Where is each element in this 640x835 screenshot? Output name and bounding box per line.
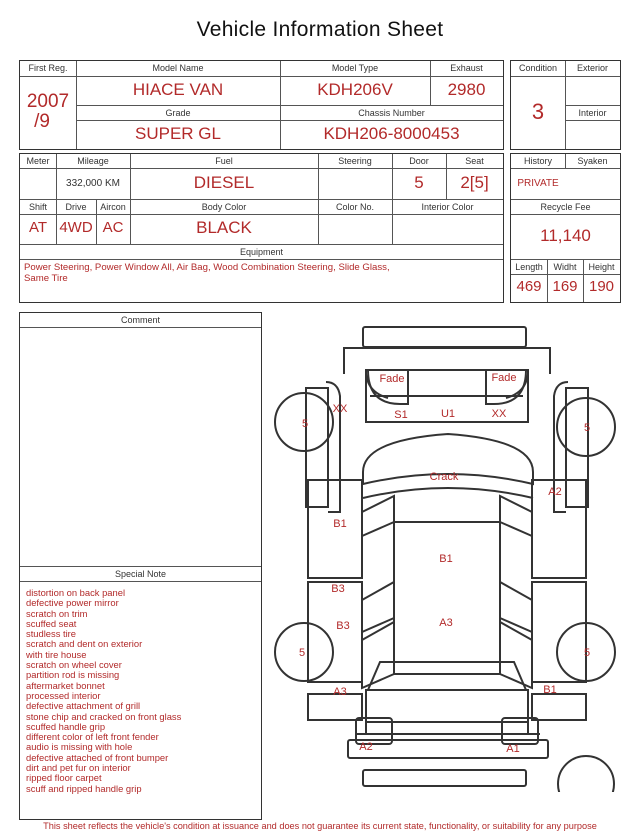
- special-note-item: defective power mirror: [26, 597, 119, 609]
- interior-color-label: Interior Color: [421, 202, 474, 212]
- history-box: [510, 153, 621, 303]
- meter-label: Meter: [26, 156, 50, 166]
- mileage-value: 332,000 KM: [66, 178, 120, 189]
- special-note-item: with tire house: [26, 648, 87, 660]
- disclaimer-footer: This sheet reflects the vehicle's condition at issuance and does not guarantee its current state, functionality, or suitability for any purpose: [43, 821, 597, 831]
- height-value: 190: [588, 278, 615, 295]
- mark-a3-center: A3: [439, 617, 453, 629]
- interior-label: Interior: [578, 108, 607, 118]
- grade-value: SUPER GL: [135, 124, 221, 143]
- drive-value: 4WD: [59, 219, 93, 236]
- special-notes-list: [26, 588, 181, 794]
- length-value: 469: [516, 278, 542, 295]
- special-note-label: Special Note: [114, 569, 167, 579]
- right-rear-panel: [532, 582, 586, 682]
- mark-tire-rl: 5: [298, 647, 306, 659]
- first-reg-label: First Reg.: [28, 63, 68, 73]
- mark-a2-bottom: A2: [359, 741, 373, 753]
- seat-value: 2[5]: [460, 173, 489, 192]
- mark-b1-left: B1: [333, 518, 347, 530]
- aircon-label: Aircon: [100, 202, 126, 212]
- length-label: Length: [515, 262, 543, 272]
- mark-tire-fl: 5: [301, 418, 309, 430]
- door-value: 5: [414, 173, 424, 192]
- specs-box: [19, 153, 504, 303]
- model-name-value: HIACE VAN: [132, 80, 224, 99]
- special-note-item: scratch on trim: [26, 607, 88, 619]
- exhaust-value: 2980: [447, 80, 486, 99]
- special-note-item: studless tire: [26, 628, 77, 640]
- mark-a2-right: A2: [548, 486, 562, 498]
- model-type-value: KDH206V: [317, 80, 393, 99]
- rear-plate-shape: [363, 770, 526, 786]
- mark-u1: U1: [440, 408, 456, 420]
- equipment-line-1: Power Steering, Power Window All, Air Bag, Wood Combination Steering, Slide Glass,: [24, 262, 390, 273]
- aircon-value: AC: [102, 219, 124, 236]
- equipment-line-2: Same Tire: [24, 273, 68, 284]
- history-label: History: [523, 156, 552, 166]
- special-note-item: processed interior: [26, 689, 101, 701]
- exterior-label: Exterior: [576, 63, 608, 73]
- fuel-label: Fuel: [215, 156, 233, 166]
- special-note-item: ripped floor carpet: [26, 772, 102, 784]
- mark-b1-right: B1: [543, 684, 557, 696]
- condition-label: Condition: [518, 63, 558, 73]
- page-title: Vehicle Information Sheet: [196, 18, 444, 41]
- right-front-door-shape: [566, 388, 591, 507]
- left-rear-panel: [308, 582, 362, 682]
- model-info-box: [19, 60, 504, 150]
- first-reg-month: /9: [34, 111, 50, 132]
- spare-tire-shape: [558, 756, 614, 792]
- mark-a1-bottom: A1: [506, 743, 520, 755]
- grade-label: Grade: [165, 108, 191, 118]
- model-name-label: Model Name: [152, 63, 204, 73]
- recycle-fee-value: 11,140: [540, 226, 591, 245]
- mark-tire-fr: 5: [583, 422, 591, 434]
- steering-label: Steering: [338, 156, 372, 166]
- special-note-item: aftermarket bonnet: [26, 679, 105, 691]
- width-label: Widht: [553, 262, 577, 272]
- mark-xx-left: XX: [332, 403, 348, 415]
- mileage-label: Mileage: [77, 156, 109, 166]
- condition-box: [510, 60, 621, 150]
- exhaust-label: Exhaust: [450, 63, 483, 73]
- special-note-item: different color of left front fender: [26, 731, 159, 743]
- syaken-label: Syaken: [577, 156, 608, 166]
- mark-b1-center: B1: [439, 553, 453, 565]
- special-note-item: stone chip and cracked on front glass: [26, 710, 182, 722]
- first-reg-year: 2007: [26, 91, 70, 112]
- mark-crack: Crack: [429, 471, 459, 483]
- height-label: Height: [588, 262, 615, 272]
- special-note-item: scuffed handle grip: [26, 720, 106, 732]
- shift-value: AT: [28, 219, 48, 236]
- color-no-label: Color No.: [335, 202, 374, 212]
- special-note-item: defective attachment of grill: [26, 700, 141, 712]
- fuel-value: DIESEL: [193, 173, 255, 192]
- door-label: Door: [409, 156, 429, 166]
- mark-b3-lower: B3: [336, 620, 350, 632]
- mark-a3-left: A3: [333, 686, 347, 698]
- mark-b3: B3: [331, 583, 345, 595]
- shift-label: Shift: [28, 202, 47, 212]
- roof-shape: [394, 522, 500, 674]
- mark-tire-rr: 5: [583, 647, 591, 659]
- mark-fade-right: Fade: [491, 372, 517, 384]
- model-type-label: Model Type: [331, 63, 379, 73]
- special-note-item: defective attached of front bumper: [26, 751, 169, 763]
- special-note-item: audio is missing with hole: [26, 741, 133, 753]
- chassis-number-value: KDH206-8000453: [323, 124, 460, 143]
- special-note-item: scuffed seat: [26, 617, 77, 629]
- special-note-item: scuff and ripped handle grip: [26, 782, 142, 794]
- mark-s1: S1: [394, 409, 408, 421]
- special-note-item: scratch on wheel cover: [26, 659, 122, 671]
- special-note-item: distortion on back panel: [26, 587, 126, 598]
- special-note-item: partition rod is missing: [26, 669, 120, 681]
- body-color-label: Body Color: [201, 202, 247, 212]
- body-color-value: BLACK: [196, 218, 252, 237]
- mark-fade-left: Fade: [379, 373, 405, 385]
- comment-label: Comment: [120, 315, 160, 325]
- recycle-fee-label: Recycle Fee: [540, 202, 591, 212]
- special-note-item: dirt and pet fur on interior: [26, 762, 131, 774]
- special-note-item: scratch and dent on exterior: [26, 638, 143, 650]
- drive-label: Drive: [65, 202, 87, 212]
- vehicle-damage-diagram: [268, 322, 628, 792]
- mark-xx-right: XX: [491, 408, 507, 420]
- condition-value: 3: [531, 99, 545, 124]
- width-value: 169: [552, 278, 578, 295]
- equipment-label: Equipment: [239, 247, 284, 257]
- front-bumper-shape: [363, 327, 526, 347]
- chassis-number-label: Chassis Number: [358, 108, 425, 118]
- history-value: PRIVATE: [517, 178, 559, 189]
- seat-label: Seat: [465, 156, 484, 166]
